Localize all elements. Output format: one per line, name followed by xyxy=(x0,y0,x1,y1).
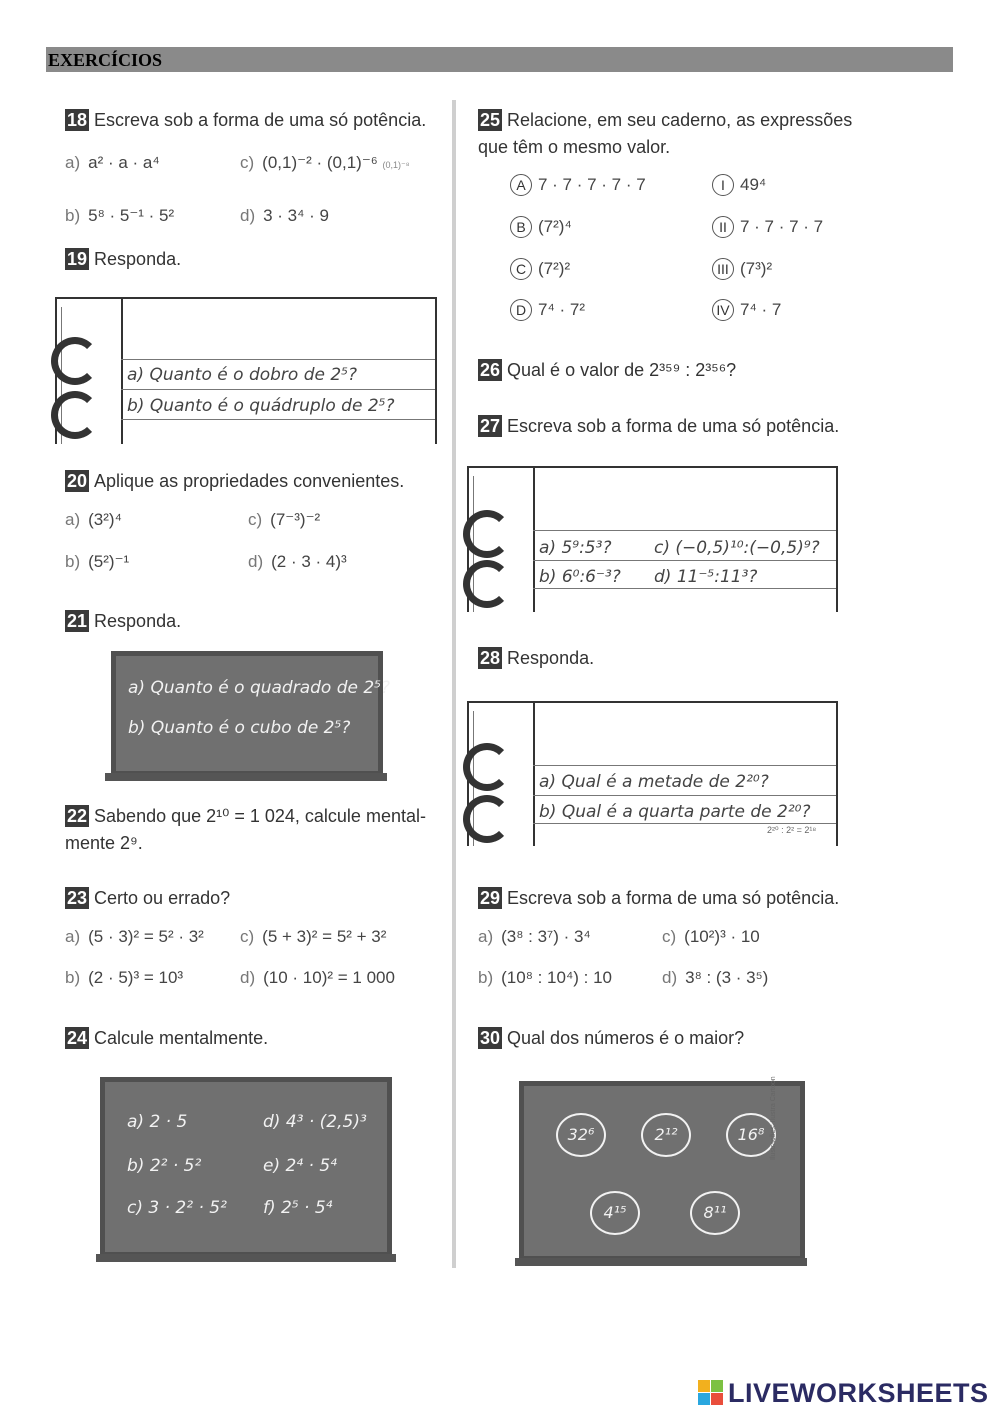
q24-chalkboard xyxy=(100,1077,392,1257)
q29-c-label: c) xyxy=(662,927,677,946)
q23-a-expr: (5 · 3)² = 5² · 3² xyxy=(88,927,204,946)
q25-option-III xyxy=(712,258,772,280)
q25-option-C xyxy=(510,258,570,280)
q18-number: 18 xyxy=(67,110,88,130)
q18-b-expr: 5⁸ · 5⁻¹ · 5² xyxy=(88,206,175,225)
notebook-line xyxy=(533,765,836,766)
spiral-ring-icon xyxy=(463,510,511,558)
q18-c-note: (0,1)⁻⁸ xyxy=(382,160,410,170)
q18-c xyxy=(240,153,410,173)
q26-text: Qual é o valor de 2³⁵⁹ : 2³⁵⁶? xyxy=(507,360,737,380)
q23-c xyxy=(240,927,386,947)
q18-d-expr: 3 · 3⁴ · 9 xyxy=(263,206,330,225)
q29-c-expr: (10²)³ · 10 xyxy=(684,927,760,946)
q28-text: Responda. xyxy=(507,648,595,668)
q26-number: 26 xyxy=(480,360,501,380)
q23-title xyxy=(65,887,230,909)
q18-a-label: a) xyxy=(65,153,81,172)
q27-text: Escreva sob a forma de uma só potência. xyxy=(507,416,840,436)
q29-d-expr: 3⁸ : (3 · 3⁵) xyxy=(685,968,769,987)
q25-option-IV xyxy=(712,299,781,321)
q30-credit: Ilustrações: Ilustra Cartoon xyxy=(770,1076,777,1160)
q20-d xyxy=(248,552,347,572)
q29-a xyxy=(478,927,591,947)
q24-d: d) 4³ · (2,5)³ xyxy=(263,1112,367,1132)
q20-a-label: a) xyxy=(65,510,81,529)
q30-title xyxy=(478,1027,744,1049)
q23-a-label: a) xyxy=(65,927,81,946)
q27-number: 27 xyxy=(480,416,501,436)
q29-number: 29 xyxy=(480,888,501,908)
q30-number: 30 xyxy=(480,1028,501,1048)
liveworksheets-logo[interactable] xyxy=(698,1378,989,1409)
notebook-line xyxy=(533,795,836,796)
q25-key-C: C xyxy=(510,258,532,280)
q23-b-expr: (2 · 5)³ = 10³ xyxy=(88,968,184,987)
q28-a: a) Qual é a metade de 2²⁰? xyxy=(539,772,769,792)
q25-option-II xyxy=(712,216,823,238)
q30-text: Qual dos números é o maior? xyxy=(507,1028,745,1048)
q30-chalk-ledge xyxy=(515,1258,807,1266)
q20-number: 20 xyxy=(67,471,88,491)
q22-line1 xyxy=(65,805,426,827)
q28-b: b) Qual é a quarta parte de 2²⁰? xyxy=(539,802,811,822)
logo-icon xyxy=(698,1380,724,1406)
q29-b xyxy=(478,968,612,988)
q27-c: c) (−0,5)¹⁰:(−0,5)⁹? xyxy=(654,538,820,558)
spiral-ring-icon xyxy=(51,391,99,439)
q23-d xyxy=(240,968,395,988)
notebook-margin xyxy=(121,299,123,444)
q25-key-A: A xyxy=(510,174,532,196)
q28-number: 28 xyxy=(480,648,501,668)
q25-key-D: D xyxy=(510,299,532,321)
q25-val-D: 7⁴ · 7² xyxy=(538,300,585,319)
q27-a: a) 5⁹:5³? xyxy=(539,538,612,558)
q27-b: b) 6⁰:6⁻³? xyxy=(539,567,621,587)
q23-d-label: d) xyxy=(240,968,256,987)
q20-b-label: b) xyxy=(65,552,81,571)
q25-val-II: 7 · 7 · 7 · 7 xyxy=(740,217,824,236)
q29-d xyxy=(662,968,768,988)
q24-b: b) 2² · 5² xyxy=(127,1156,202,1176)
q19-a: a) Quanto é o dobro de 2⁵? xyxy=(127,365,358,385)
q20-b-expr: (5²)⁻¹ xyxy=(88,552,130,571)
q21-a: a) Quanto é o quadrado de 2⁵? xyxy=(128,678,391,698)
q29-text: Escreva sob a forma de uma só potência. xyxy=(507,888,840,908)
notebook-line xyxy=(533,560,836,561)
q25-option-D xyxy=(510,299,585,321)
q21-b: b) Quanto é o cubo de 2⁵? xyxy=(128,718,351,738)
q27-notebook xyxy=(467,466,838,612)
notebook-line xyxy=(121,389,435,390)
spiral-ring-icon xyxy=(463,560,511,608)
q19-number: 19 xyxy=(67,249,88,269)
q25-number: 25 xyxy=(480,110,501,130)
q23-b-label: b) xyxy=(65,968,81,987)
notebook-line xyxy=(533,530,836,531)
q20-d-label: d) xyxy=(248,552,264,571)
q18-b-label: b) xyxy=(65,206,81,225)
q21-text: Responda. xyxy=(94,611,182,631)
q21-title xyxy=(65,610,181,632)
column-divider xyxy=(452,100,456,1268)
q22-number: 22 xyxy=(67,806,88,826)
q25-option-B xyxy=(510,216,572,238)
q20-title xyxy=(65,470,404,492)
q24-text: Calcule mentalmente. xyxy=(94,1028,269,1048)
q19-b: b) Quanto é o quádruplo de 2⁵? xyxy=(127,396,395,416)
q22-text-1: Sabendo que 2¹⁰ = 1 024, calcule mental- xyxy=(94,806,426,826)
q25-val-III: (7³)² xyxy=(740,259,773,278)
q30-value-3: 16⁸ xyxy=(726,1113,776,1157)
q20-c-expr: (7⁻³)⁻² xyxy=(270,510,321,529)
q25-val-I: 49⁴ xyxy=(740,175,767,194)
q18-d xyxy=(240,206,329,226)
q24-number: 24 xyxy=(67,1028,88,1048)
notebook-line xyxy=(533,588,836,589)
q25-key-B: B xyxy=(510,216,532,238)
q18-text: Escreva sob a forma de uma só potência. xyxy=(94,110,427,130)
q20-a xyxy=(65,510,122,530)
q20-a-expr: (3²)⁴ xyxy=(88,510,122,529)
spiral-ring-icon xyxy=(51,337,99,385)
q30-value-2: 2¹² xyxy=(641,1113,691,1157)
q18-title xyxy=(65,109,426,131)
q19-notebook xyxy=(55,297,437,444)
q23-b xyxy=(65,968,183,988)
q23-c-expr: (5 + 3)² = 5² + 3² xyxy=(262,927,387,946)
q23-d-expr: (10 · 10)² = 1 000 xyxy=(263,968,395,987)
q30-value-1: 32⁶ xyxy=(556,1113,606,1157)
q20-text: Aplique as propriedades convenientes. xyxy=(94,471,405,491)
q29-c xyxy=(662,927,760,947)
q25-key-II: II xyxy=(712,216,734,238)
q28-notebook xyxy=(467,701,838,846)
q25-text-1: Relacione, em seu caderno, as expressões xyxy=(507,110,853,130)
q23-c-label: c) xyxy=(240,927,255,946)
q25-option-A xyxy=(510,174,646,196)
q30-value-4: 4¹⁵ xyxy=(590,1191,640,1235)
q20-d-expr: (2 · 3 · 4)³ xyxy=(271,552,347,571)
notebook-line xyxy=(121,419,435,420)
q25-key-III: III xyxy=(712,258,734,280)
q25-val-A: 7 · 7 · 7 · 7 · 7 xyxy=(538,175,646,194)
q25-val-B: (7²)⁴ xyxy=(538,217,572,236)
q23-a xyxy=(65,927,204,947)
q29-title xyxy=(478,887,839,909)
q29-b-label: b) xyxy=(478,968,494,987)
spiral-ring-icon xyxy=(463,743,511,791)
header-bar xyxy=(46,47,953,72)
q23-text: Certo ou errado? xyxy=(94,888,231,908)
q19-title xyxy=(65,248,181,270)
q30-chalkboard xyxy=(519,1081,805,1261)
q28-title xyxy=(478,647,594,669)
notebook-margin xyxy=(533,468,535,612)
q27-title xyxy=(478,415,839,437)
logo-text: LIVEWORKSHEETS xyxy=(728,1378,989,1408)
q18-b xyxy=(65,206,174,226)
q21-chalkboard xyxy=(111,651,391,776)
q21-number: 21 xyxy=(67,611,88,631)
q19-text: Responda. xyxy=(94,249,182,269)
q18-c-expr: (0,1)⁻² · (0,1)⁻⁶ xyxy=(262,153,378,172)
q25-val-IV: 7⁴ · 7 xyxy=(740,300,782,319)
q20-c xyxy=(248,510,320,530)
notebook-line xyxy=(121,359,435,360)
q20-b xyxy=(65,552,129,572)
q18-a xyxy=(65,153,160,173)
q26-title xyxy=(478,359,736,381)
q18-a-expr: a² · a · a⁴ xyxy=(88,153,160,172)
q30-value-5: 8¹¹ xyxy=(690,1191,740,1235)
q29-a-expr: (3⁸ : 3⁷) · 3⁴ xyxy=(501,927,591,946)
q25-text-2: que têm o mesmo valor. xyxy=(478,137,671,157)
q29-d-label: d) xyxy=(662,968,678,987)
q25-key-IV: IV xyxy=(712,299,734,321)
spiral-ring-icon xyxy=(463,795,511,843)
q24-f: f) 2⁵ · 5⁴ xyxy=(263,1198,333,1218)
notebook-margin xyxy=(533,703,535,846)
q25-val-C: (7²)² xyxy=(538,259,571,278)
q22-text-2: mente 2⁹. xyxy=(65,833,143,853)
q25-key-I: I xyxy=(712,174,734,196)
q29-b-expr: (10⁸ : 10⁴) : 10 xyxy=(501,968,612,987)
header-title: EXERCÍCIOS xyxy=(48,50,163,70)
q24-e: e) 2⁴ · 5⁴ xyxy=(263,1156,337,1176)
q20-c-label: c) xyxy=(248,510,263,529)
q29-a-label: a) xyxy=(478,927,494,946)
q23-number: 23 xyxy=(67,888,88,908)
q28-note: 2²⁰ : 2² = 2¹⁸ xyxy=(767,825,817,835)
q25-option-I xyxy=(712,174,766,196)
notebook-line xyxy=(533,823,836,824)
q18-c-label: c) xyxy=(240,153,255,172)
q21-chalk-ledge xyxy=(105,773,387,781)
q24-title xyxy=(65,1027,268,1049)
q27-d: d) 11⁻⁵:11³? xyxy=(654,567,758,587)
q25-line1 xyxy=(478,109,852,131)
q24-c: c) 3 · 2² · 5² xyxy=(127,1198,227,1218)
q24-chalk-ledge xyxy=(96,1254,396,1262)
q18-d-label: d) xyxy=(240,206,256,225)
q24-a: a) 2 · 5 xyxy=(127,1112,188,1132)
